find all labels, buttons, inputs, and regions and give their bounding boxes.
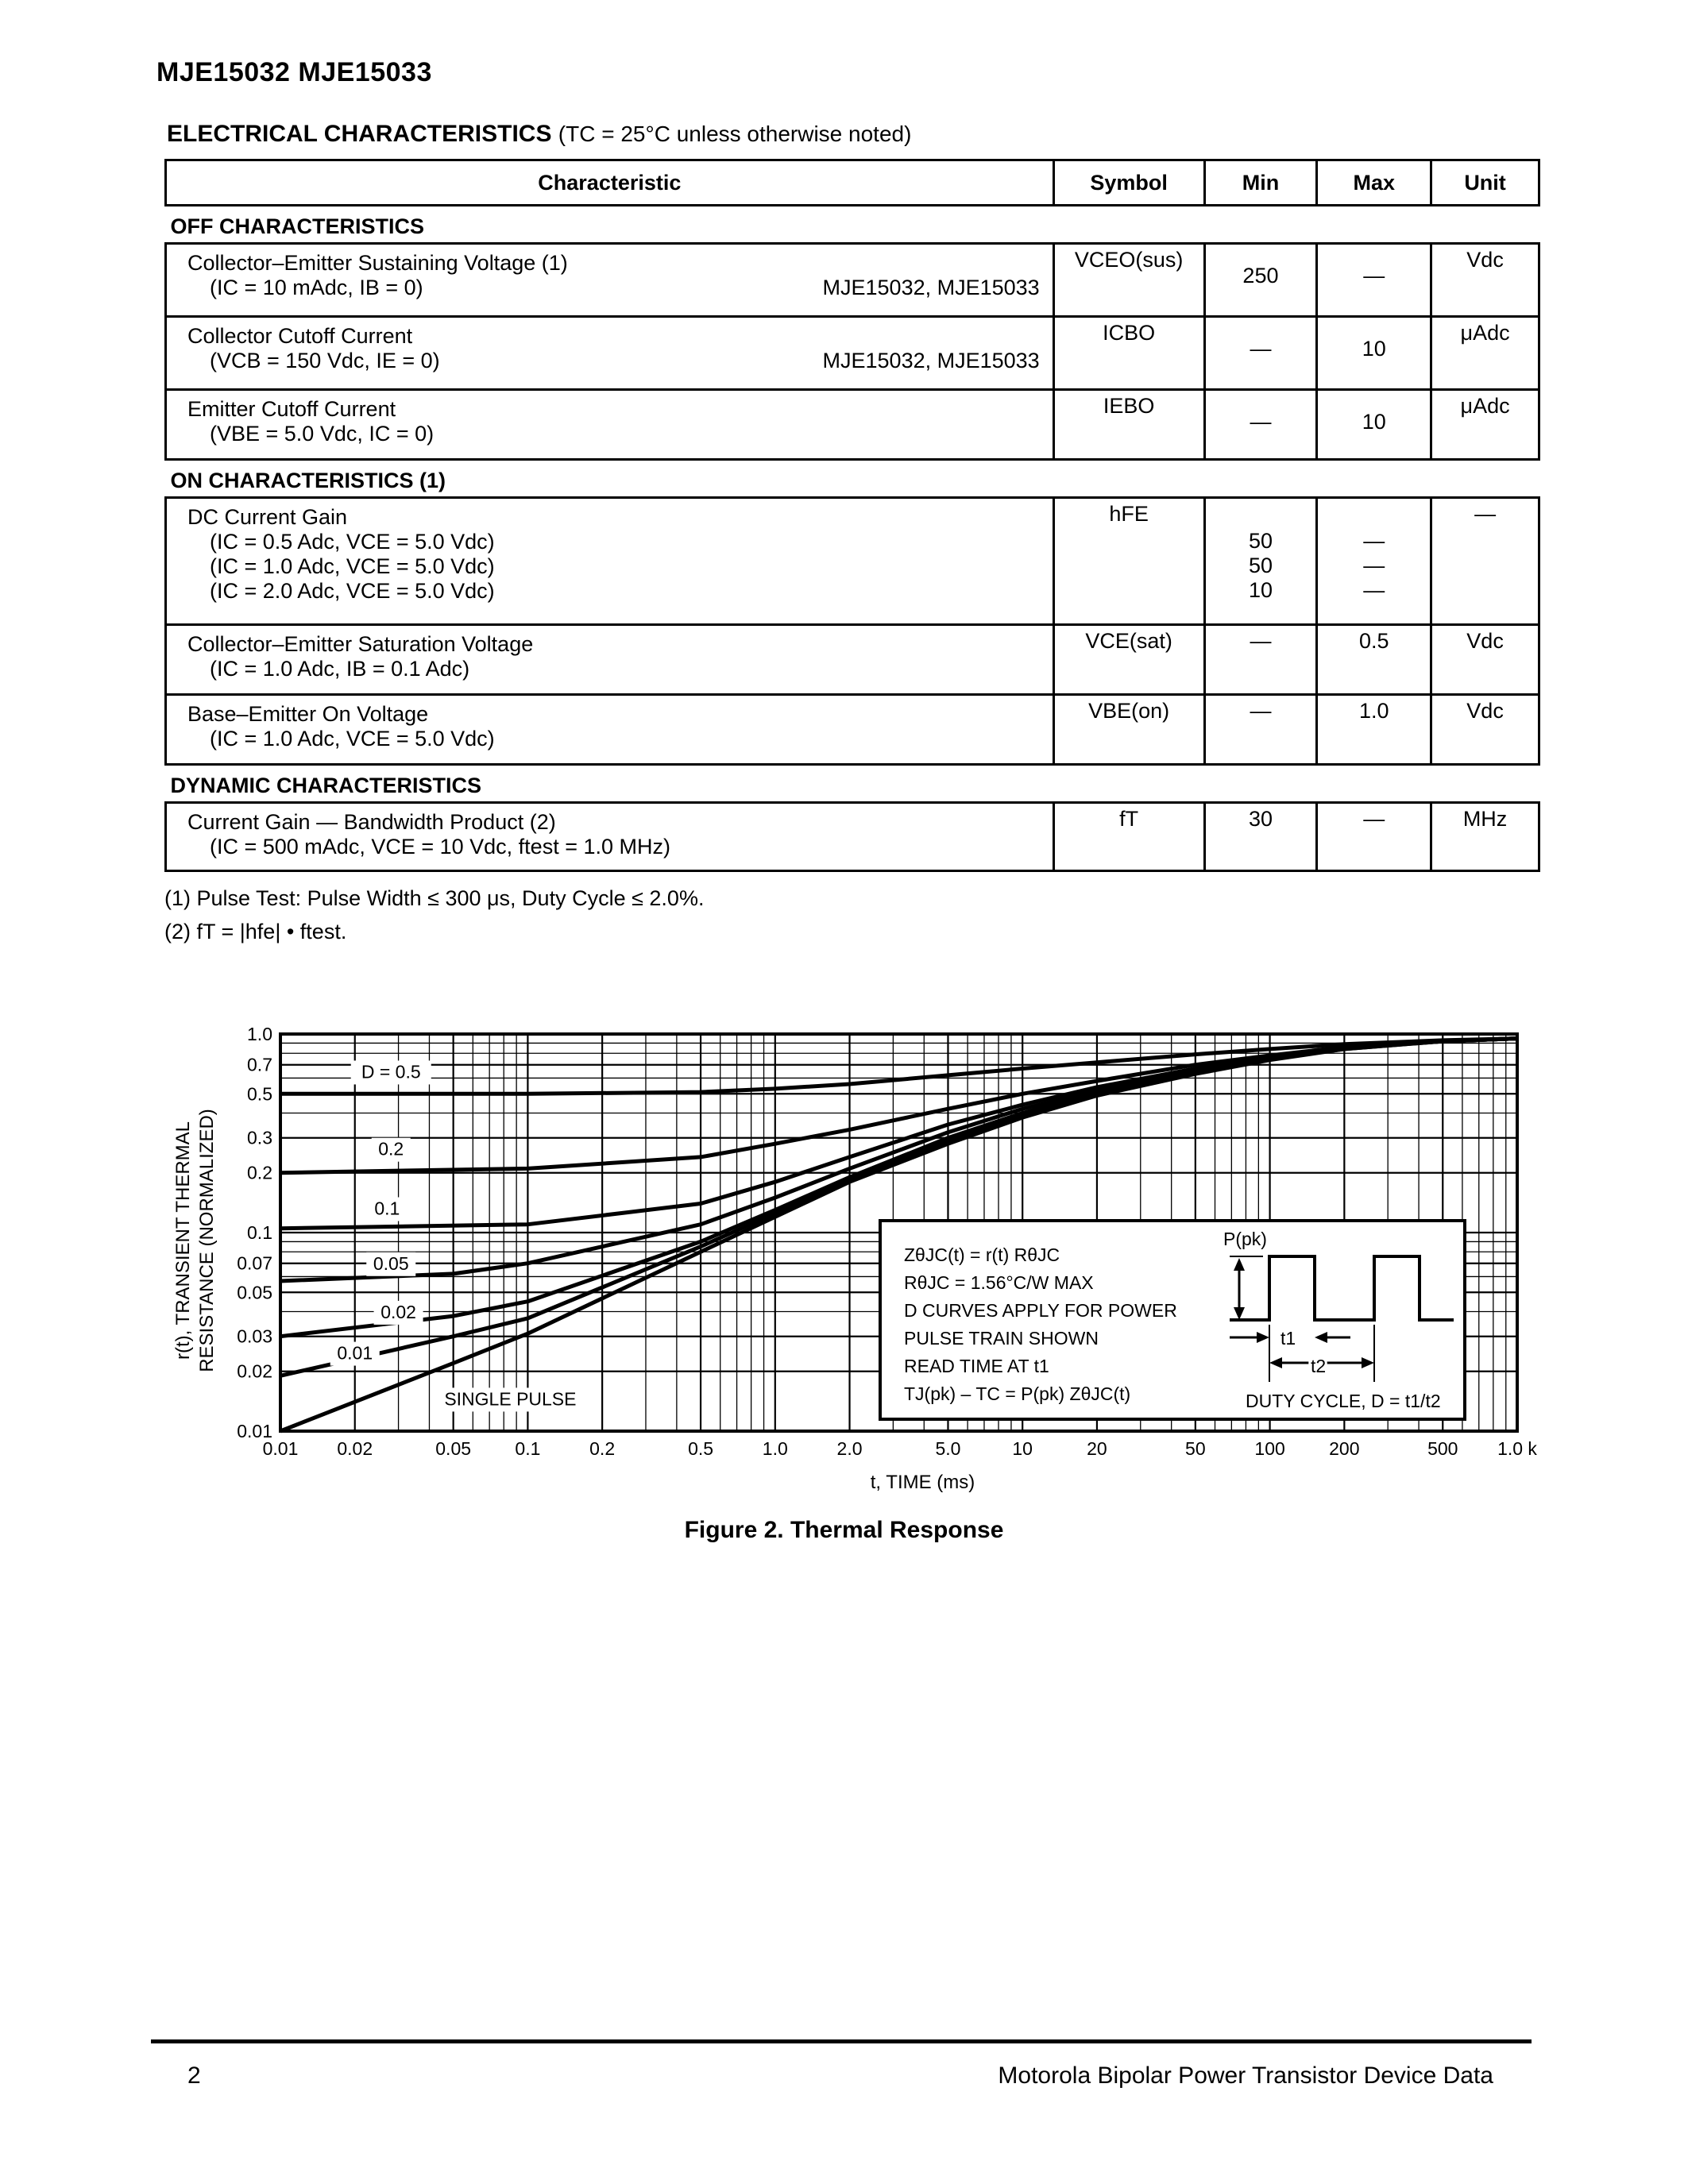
x-tick-label: 0.2 [589,1438,616,1459]
y-tick-label: 0.5 [247,1083,272,1105]
hfe-max-2: — [1363,554,1385,577]
vcesat-max: 0.5 [1317,625,1431,695]
vbeon-cond: (IC = 1.0 Adc, VCE = 5.0 Vdc) [210,727,495,751]
ft-cond: (IC = 500 mAdc, VCE = 10 Vdc, ftest = 1.0 MHz) [210,835,670,859]
icbo-name: Collector Cutoff Current [187,324,413,348]
vbeon-min: — [1204,695,1317,765]
footer-text: Motorola Bipolar Power Transistor Device Data [998,2062,1493,2089]
vceo-max: — [1363,264,1385,287]
x-tick-label: 0.1 [515,1438,541,1459]
x-tick-labels [263,1438,1538,1459]
y-tick-labels [237,1024,272,1441]
x-tick-label: 200 [1329,1438,1360,1459]
x-tick-label: 0.02 [337,1438,373,1459]
hfe-cond-2: (IC = 1.0 Adc, VCE = 5.0 Vdc) [210,554,495,578]
vcesat-min: — [1204,625,1317,695]
x-tick-label: 0.01 [262,1438,299,1459]
vceo-cond: (IC = 10 mAdc, IB = 0) [210,276,423,299]
x-tick-label: 500 [1427,1438,1458,1459]
icbo-unit: μAdc [1431,317,1539,390]
page-number: 2 [187,2062,201,2089]
icbo-device: MJE15032, MJE15033 [822,349,1040,372]
curve-label: 0.1 [374,1198,400,1219]
x-tick-label: 0.5 [688,1438,714,1459]
vbeon-max: 1.0 [1317,695,1431,765]
footer-divider [151,2039,1532,2043]
vceo-symbol: VCEO(sus) [1053,244,1204,317]
iebo-unit: μAdc [1431,390,1539,460]
hfe-max-1: — [1363,529,1385,553]
inset-t2-label: t2 [1311,1356,1327,1376]
iebo-cond: (VBE = 5.0 Vdc, IC = 0) [210,422,435,446]
icbo-max: 10 [1362,337,1386,361]
y-tick-label: 0.07 [237,1252,272,1274]
vbeon-name: Base–Emitter On Voltage [187,702,429,726]
curve-label: 0.02 [380,1301,416,1322]
curve-label: D = 0.5 [361,1061,421,1082]
ft-max: — [1317,803,1431,871]
iebo-min: — [1250,410,1272,434]
hfe-name: DC Current Gain [187,505,348,529]
hfe-symbol: hFE [1053,498,1204,625]
x-tick-label: 20 [1087,1438,1107,1459]
y-tick-label: 0.2 [247,1162,272,1183]
vcesat-name: Collector–Emitter Saturation Voltage [187,632,534,656]
vcesat-cond: (IC = 1.0 Adc, IB = 0.1 Adc) [210,657,470,681]
hfe-unit: — [1431,498,1539,625]
curve-label: 0.01 [337,1342,373,1364]
ft-min: 30 [1204,803,1317,871]
hfe-cond-1: (IC = 0.5 Adc, VCE = 5.0 Vdc) [210,530,495,554]
icbo-min: — [1250,337,1272,361]
inset-t1-label: t1 [1280,1328,1296,1349]
vbeon-unit: Vdc [1431,695,1539,765]
x-tick-label: 10 [1012,1438,1033,1459]
curve-label: 0.2 [378,1138,404,1160]
section-dynamic-label: DYNAMIC CHARACTERISTICS [166,765,1539,803]
vceo-unit: Vdc [1431,244,1539,317]
vcesat-symbol: VCE(sat) [1053,625,1204,695]
inset-line-4: PULSE TRAIN SHOWN [904,1328,1099,1349]
inset-line-1: ZθJC(t) = r(t) RθJC [904,1244,1060,1265]
x-tick-label: 1.0 [762,1438,788,1459]
ec-title-text: ELECTRICAL CHARACTERISTICS [167,121,552,147]
inset-line-2: RθJC = 1.56°C/W MAX [904,1272,1094,1293]
inset-duty-label: DUTY CYCLE, D = t1/t2 [1246,1391,1441,1411]
y-axis-label-line1: r(t), TRANSIENT THERMAL [172,1121,194,1360]
curve-label: SINGLE PULSE [444,1388,577,1410]
inset-line-3: D CURVES APPLY FOR POWER [904,1300,1177,1321]
col-max: Max [1317,160,1431,206]
x-tick-label: 50 [1185,1438,1206,1459]
y-tick-label: 0.05 [237,1282,272,1303]
ft-name: Current Gain — Bandwidth Product (2) [187,810,556,834]
hfe-min-3: 10 [1248,578,1273,602]
col-min: Min [1204,160,1317,206]
x-tick-label: 5.0 [935,1438,961,1459]
inset-line-6: TJ(pk) – TC = P(pk) ZθJC(t) [904,1383,1131,1404]
ft-unit: MHz [1431,803,1539,871]
iebo-symbol: IEBO [1053,390,1204,460]
y-tick-label: 1.0 [247,1024,272,1044]
vceo-device: MJE15032, MJE15033 [822,276,1040,299]
hfe-min-1: 50 [1248,529,1273,553]
hfe-cond-3: (IC = 2.0 Adc, VCE = 5.0 Vdc) [210,579,495,603]
y-tick-label: 0.03 [237,1325,272,1347]
hfe-min-2: 50 [1248,554,1273,577]
inset-line-5: READ TIME AT t1 [904,1356,1049,1376]
section-on-label: ON CHARACTERISTICS (1) [166,460,1539,498]
inset-box [880,1221,1465,1419]
x-tick-label: 1.0 k [1497,1438,1537,1459]
col-unit: Unit [1431,160,1539,206]
ec-title-note: (TC = 25°C unless otherwise noted) [558,122,912,146]
y-tick-label: 0.1 [247,1222,272,1243]
y-tick-label: 0.02 [237,1360,272,1382]
inset-ppk-label: P(pk) [1223,1229,1267,1249]
footnote-2: (2) fT = |hfe| • ftest. [164,920,347,943]
x-tick-label: 100 [1254,1438,1285,1459]
figure-caption: Figure 2. Thermal Response [684,1517,1004,1543]
part-number-header: MJE15032 MJE15033 [156,57,432,87]
y-tick-label: 0.7 [247,1054,272,1075]
vceo-min: 250 [1242,264,1279,287]
y-tick-label: 0.3 [247,1127,272,1148]
icbo-symbol: ICBO [1053,317,1204,390]
iebo-max: 10 [1362,410,1386,434]
col-symbol: Symbol [1053,160,1204,206]
icbo-cond: (VCB = 150 Vdc, IE = 0) [210,349,440,372]
x-tick-label: 2.0 [836,1438,863,1459]
vcesat-unit: Vdc [1431,625,1539,695]
curve-d-0-2 [280,1039,1517,1173]
curve-d-0-1 [280,1039,1517,1229]
ft-symbol: fT [1053,803,1204,871]
vbeon-symbol: VBE(on) [1053,695,1204,765]
x-axis-label: t, TIME (ms) [870,1472,975,1493]
y-tick-label: 0.01 [237,1421,272,1441]
x-tick-label: 0.05 [435,1438,472,1459]
footnote-1: (1) Pulse Test: Pulse Width ≤ 300 μs, Duty Cycle ≤ 2.0%. [164,886,705,910]
iebo-name: Emitter Cutoff Current [187,397,396,421]
vceo-name: Collector–Emitter Sustaining Voltage (1) [187,251,568,275]
col-characteristic: Characteristic [166,160,1054,206]
curve-label: 0.05 [373,1252,409,1274]
y-axis-label-line2: RESISTANCE (NORMALIZED) [196,1109,218,1372]
hfe-max-3: — [1363,578,1385,602]
section-off-label: OFF CHARACTERISTICS [166,206,1539,244]
